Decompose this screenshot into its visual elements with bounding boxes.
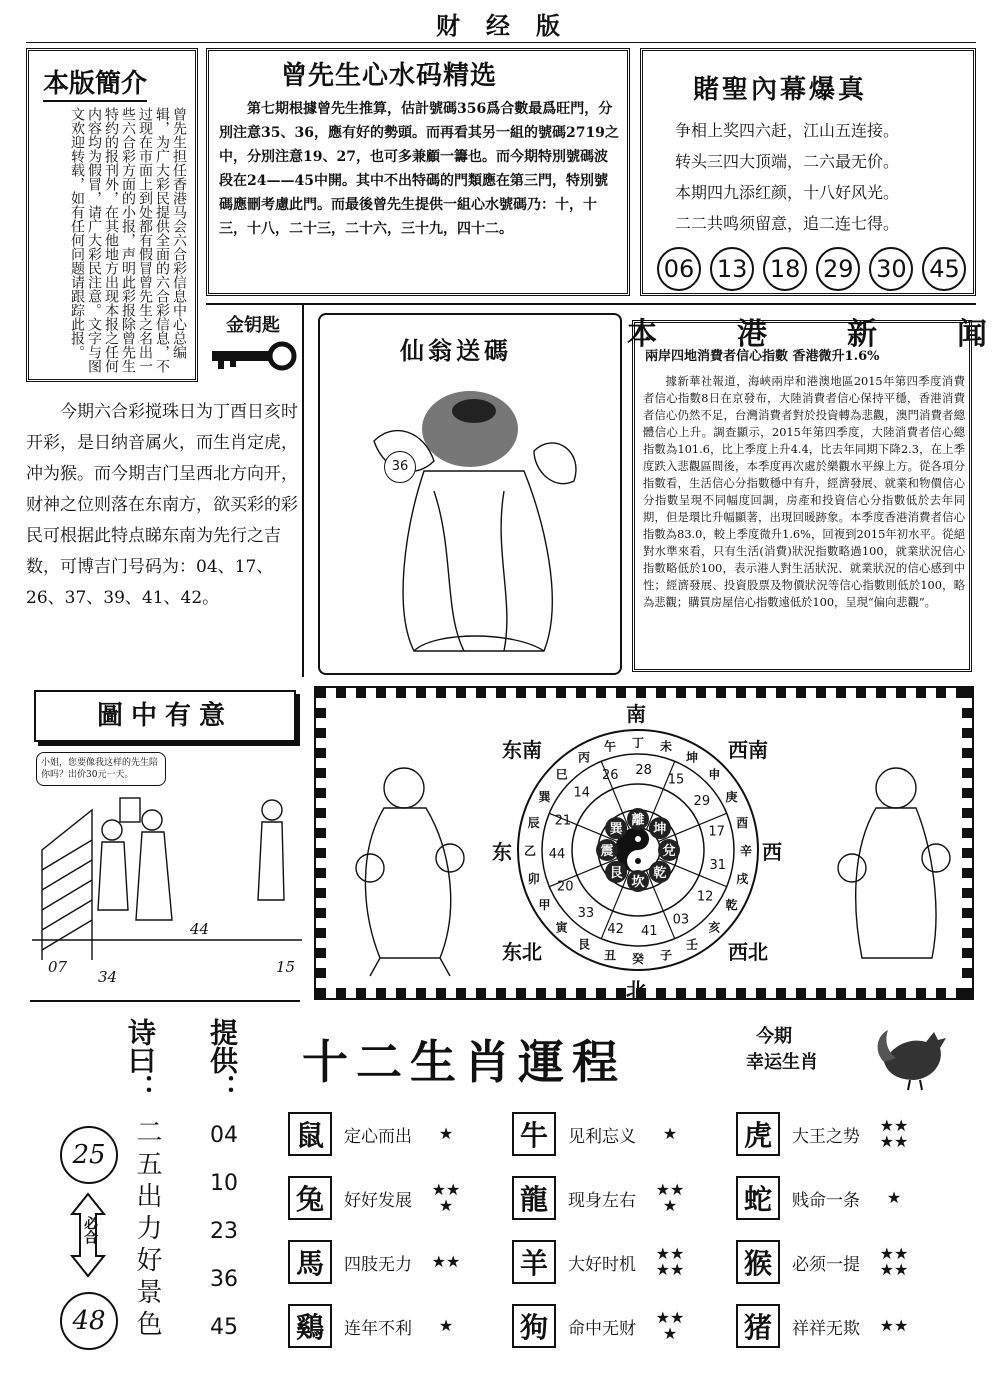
trigram-label [649, 817, 671, 839]
zodiac-stars: ★★ [879, 1316, 909, 1335]
zodiac-item [736, 1112, 956, 1156]
zodiac-item [736, 1304, 956, 1348]
zodiac-item [512, 1240, 732, 1284]
svg-text:艮: 艮 [609, 865, 623, 881]
news-header-char: 新 [847, 317, 877, 352]
provide-number: 23 [210, 1219, 238, 1244]
number-ball: 29 [816, 247, 860, 291]
key-icon [208, 337, 298, 377]
compass-outer-char: 亥 [708, 920, 721, 935]
number-ball: 13 [710, 247, 754, 291]
svg-text:巽: 巽 [609, 822, 623, 838]
golden-logo-text: 金钥匙 [226, 315, 280, 336]
direction-northwest: 西北 [728, 940, 768, 964]
xianweng-title: 仙翁送碼 [400, 336, 512, 365]
compass-outer-char: 辰 [527, 816, 540, 831]
compass-number: 17 [708, 824, 725, 840]
compass-outer-char: 丁 [631, 736, 645, 750]
zeng-body: 第七期根據曾先生推算，估計號碼356爲合數最爲旺門，分別注意35、36，應有好的勢頭。而再看其另一組的號碼2719之中，分別注意19、27，也可多兼顧一籌也。而今期特別號碼波段在24——45中開。其中不出特碼的門類應在第三門，特別號碼應刪考慮此門。而最後曾先生提供一組心水號碼乃：十，十三，十八，二十三，二十六，三十九，四十二。 [219, 101, 619, 237]
trigram-label [658, 839, 680, 861]
zodiac-stars: ★ [438, 1316, 454, 1335]
zodiac-stars: ★★ ★ [655, 1180, 685, 1215]
zodiac-item [512, 1304, 732, 1348]
compass-outer-char: 庚 [725, 790, 738, 804]
compass-box [314, 686, 974, 1000]
direction-west: 西 [762, 840, 782, 864]
provide-label: 提供： [206, 1018, 239, 1102]
news-header-char: 港 [737, 317, 767, 352]
compass-number: 14 [573, 785, 591, 801]
number-ball: 06 [657, 247, 701, 291]
compass-outer-char: 巽 [538, 790, 551, 804]
cartoon-number: 34 [98, 968, 118, 986]
number-ball: 18 [763, 247, 807, 291]
provide-numbers [210, 1112, 238, 1352]
xianweng-box [318, 313, 622, 675]
zodiac-animal: 鷄 [288, 1304, 332, 1348]
trigram-label [605, 817, 627, 839]
zodiac-phrase: 贱命一条 [792, 1190, 860, 1211]
zodiac-animal: 牛 [512, 1112, 556, 1156]
zodiac-item [288, 1240, 508, 1284]
compass-outer-char: 酉 [736, 816, 749, 831]
trigram-label [605, 861, 627, 883]
trigram-label [596, 839, 618, 861]
masthead-title: 财经版 [436, 11, 586, 40]
zodiac-stars: ★ [438, 1124, 454, 1143]
cartoon-illustration [32, 790, 302, 960]
poem-line: 转头三四大顶端，二六最无价。 [675, 152, 900, 171]
cartoon-number: 44 [190, 920, 210, 938]
compass-number: 28 [635, 763, 652, 779]
immortal-illustration [354, 371, 594, 667]
compass-outer-char: 丑 [604, 948, 617, 963]
child-right-illustration [812, 748, 962, 978]
svg-text:離: 離 [631, 813, 645, 828]
zodiac-phrase: 好好发展 [344, 1190, 412, 1211]
zodiac-phrase: 命中无财 [568, 1318, 636, 1339]
direction-south: 南 [626, 702, 646, 726]
news-body: 據新華社報道，海峽兩岸和港澳地區2015年第四季度消費者信心指數8日在京發布，大陸消費者信心保持平穩，香港消費者信心仍然不足，台灣消費者對於投資轉為悲觀，澳門消費者總體信心上升。調查顯示，2015年第四季度，大陸消費者信心總指數為101.6，比上季度上升4.4，比去年同期下降2.3，在上季度跌入悲觀區間後，本季度再次處於樂觀水平線上方。從各項分指數看，生活信心分指數穩中有升，經濟發展、就業和物價信心分指數呈現不同幅度回調，房產和投資信心分指數低於去年同期，但是環比升幅顯著，出現回暖跡象。本季度香港消費者信心指數為83.0，較上季度微升1.6%，回複到2015年初水平。從絕對水準來看，只有生活(消費)狀況指數略過100，就業狀況信心指數略低於100，表示港人對生活狀況、就業狀況的信心感到中性；經濟發展、投資股票及物價狀況等信心指數則低於100，略為悲觀；購買房屋信心指數遠低於100，呈現“偏向悲觀”。 [643, 375, 965, 609]
compass-outer-char: 丙 [577, 750, 591, 765]
must-win-arrow [70, 1192, 106, 1278]
zodiac-animal: 蛇 [736, 1176, 780, 1220]
zodiac-stars: ★★ ★ [655, 1308, 685, 1343]
compass-number: 44 [548, 846, 566, 862]
zodiac-animal: 猴 [736, 1240, 780, 1284]
zodiac-stars: ★ [662, 1124, 678, 1143]
compass-outer-char: 申 [708, 767, 721, 782]
masthead [420, 6, 590, 40]
zodiac-animal: 猪 [736, 1304, 780, 1348]
zodiac-phrase: 大王之势 [792, 1126, 860, 1147]
zodiac-item [288, 1176, 508, 1220]
news-header-char: 本 [627, 317, 657, 352]
direction-north: 北 [626, 978, 646, 1002]
must-win-label: 必合 [82, 1216, 98, 1244]
svg-text:震: 震 [600, 844, 614, 859]
zodiac-animal: 羊 [512, 1240, 556, 1284]
compass-number: 12 [696, 889, 714, 905]
news-header-char: 闻 [957, 317, 987, 352]
cartoon-number: 07 [48, 958, 68, 976]
compass-number: 03 [672, 912, 690, 928]
svg-text:坎: 坎 [631, 875, 645, 890]
fortune-poem: 二五出力好景色 [132, 1118, 162, 1342]
compass-number: 42 [607, 921, 624, 937]
direction-east: 东 [492, 840, 512, 864]
zodiac-item [288, 1304, 508, 1348]
svg-text:坤: 坤 [653, 822, 667, 838]
intro-title: 本版簡介 [43, 63, 147, 102]
provide-number: 10 [210, 1171, 238, 1196]
zeng-box [206, 48, 630, 296]
zodiac-stars: ★★ ★★ [655, 1244, 685, 1279]
fortune-section [26, 1008, 976, 1380]
zodiac-stars: ★★ ★★ [879, 1244, 909, 1279]
zodiac-animal: 鼠 [288, 1112, 332, 1156]
zodiac-phrase: 必须一提 [792, 1254, 860, 1275]
zodiac-animal: 馬 [288, 1240, 332, 1284]
compass-outer-char: 巳 [555, 767, 568, 782]
number-ball: 30 [869, 247, 913, 291]
compass-dial [514, 726, 762, 974]
zodiac-item [512, 1176, 732, 1220]
compass-outer-char: 未 [659, 739, 672, 754]
tuzhong-title: 圖中有意 [34, 690, 296, 742]
zodiac-stars: ★ [886, 1188, 902, 1207]
circle-number-bottom: 48 [60, 1292, 118, 1350]
fortune-title: 十二生肖運程 [302, 1035, 626, 1089]
number-ball: 45 [922, 247, 966, 291]
direction-southeast: 东南 [502, 738, 542, 762]
poem-line: 争相上奖四六赶，江山五连接。 [675, 121, 900, 140]
provide-number: 36 [210, 1267, 238, 1292]
compass-outer-char: 辛 [739, 844, 753, 858]
compass-outer-char: 乙 [523, 844, 537, 858]
zodiac-phrase: 四肢无力 [344, 1254, 412, 1275]
compass-number: 41 [640, 924, 658, 940]
poem-box [640, 48, 976, 296]
zodiac-animal: 兔 [288, 1176, 332, 1220]
speech-bubble: 小姐，您要像我这样的先生陪你吗？出价30元一天。 [36, 752, 166, 786]
compass-number: 29 [693, 794, 711, 810]
zodiac-stars: ★★ ★★ [879, 1116, 909, 1151]
compass-number: 20 [556, 879, 574, 895]
news-headline: 兩岸四地消費者信心指數 香港微升1.6% [645, 349, 880, 364]
trigram-label [627, 808, 649, 830]
zeng-title: 曾先生心水码精选 [281, 61, 498, 91]
compass-outer-char: 甲 [538, 898, 551, 912]
compass-outer-char: 乾 [725, 898, 738, 912]
poem-label: 诗曰： [124, 1018, 157, 1102]
zodiac-phrase: 定心而出 [344, 1126, 412, 1147]
child-left-illustration [340, 748, 490, 978]
zodiac-item [288, 1112, 508, 1156]
golden-body: 今期六合彩搅珠日为丁酉日亥时开彩，是日纳音属火，而生肖定虎，冲为猴。而今期吉门呈西北方向开，财神之位则落在东南方，欲买彩的彩民可根据此特点睇东南为先行之吉数，可博吉门号码为：04、17、26、37、39、41、42。 [26, 402, 298, 608]
compass-outer-char: 子 [659, 948, 672, 963]
zodiac-item [736, 1240, 956, 1284]
poem-numbers [655, 247, 968, 291]
poem-line: 二二共鸣须留意，追二连七得。 [675, 214, 900, 233]
circle-number-top: 25 [60, 1126, 118, 1184]
trigram-label [627, 870, 649, 892]
zodiac-animal: 龍 [512, 1176, 556, 1220]
compass-number: 21 [554, 813, 572, 829]
news-box [627, 317, 987, 672]
compass-outer-char: 卯 [527, 871, 540, 886]
compass-outer-char: 壬 [685, 937, 699, 952]
zodiac-grid [288, 1112, 958, 1372]
tuzhong-section [26, 680, 306, 986]
zodiac-stars: ★★ ★ [431, 1180, 461, 1215]
compass-wheel [514, 726, 762, 974]
svg-text:乾: 乾 [653, 865, 667, 881]
poem-line: 本期四九添红颜，十八好风光。 [675, 183, 900, 202]
compass-outer-char: 艮 [577, 937, 591, 952]
zodiac-phrase: 见利忘义 [568, 1126, 636, 1147]
zodiac-phrase: 连年不利 [344, 1318, 412, 1339]
compass-number: 26 [602, 767, 619, 783]
zodiac-item [512, 1112, 732, 1156]
compass-outer-char: 午 [604, 739, 617, 754]
lucky-label-line: 今期 [756, 1026, 792, 1047]
golden-logo [208, 311, 298, 381]
compass-number: 15 [667, 772, 685, 788]
lucky-label-line: 幸运生肖 [746, 1052, 818, 1073]
provide-number: 45 [210, 1315, 238, 1340]
zodiac-phrase: 大好时机 [568, 1254, 636, 1275]
lucky-label [746, 1024, 818, 1076]
trigram-label [649, 861, 671, 883]
xianweng-ball: 36 [384, 451, 416, 483]
zodiac-phrase: 祥祥无欺 [792, 1318, 860, 1339]
zodiac-stars: ★★ [431, 1252, 461, 1271]
compass-outer-char: 癸 [631, 952, 645, 966]
compass-number: 33 [577, 906, 595, 922]
direction-northeast: 东北 [502, 940, 542, 964]
direction-southwest: 西南 [728, 738, 768, 762]
intro-body: 曾先生担任香港马会六合彩信息中心总编辑，为广大彩民提供全面的六合彩信息，不过现在市面上到处都有假冒曾先生之名出一些六合彩方面的小报，声明此彩报除曾先生特约的报刊外，在其他地方出现本报之任何内容均为假冒，请广大彩民注意。文字与图文欢迎转载，如有任何问题请跟踪此报。 [69, 107, 187, 373]
poem-title: 賭聖內幕爆真 [693, 75, 868, 105]
provide-number: 04 [210, 1123, 238, 1148]
cartoon-number: 15 [276, 958, 296, 976]
rooster-icon [874, 1022, 954, 1092]
svg-text:兌: 兌 [662, 844, 676, 859]
zodiac-phrase: 现身左右 [568, 1190, 636, 1211]
compass-number: 31 [709, 858, 727, 874]
zodiac-animal: 狗 [512, 1304, 556, 1348]
zodiac-animal: 虎 [736, 1112, 780, 1156]
poem-lines [675, 115, 899, 239]
compass-outer-char: 寅 [555, 920, 568, 935]
zodiac-item [736, 1176, 956, 1220]
compass-outer-char: 戌 [736, 871, 749, 886]
compass-outer-char: 坤 [685, 750, 699, 765]
golden-section [26, 305, 304, 677]
